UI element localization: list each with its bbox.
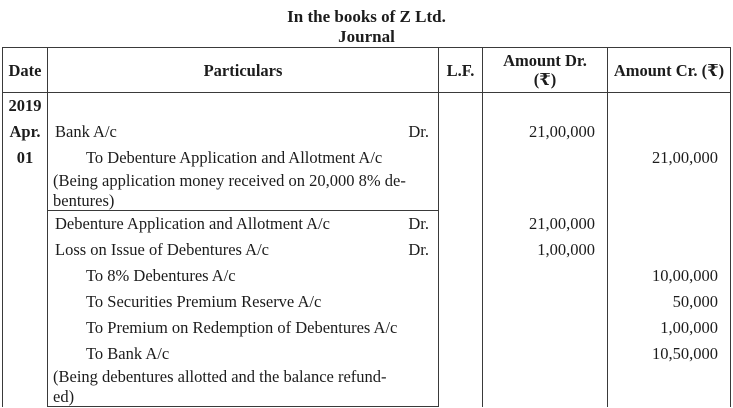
title-block xyxy=(0,0,733,47)
debit-cell: 21,00,000 xyxy=(483,211,608,237)
credit-cell xyxy=(608,93,731,119)
date-cell xyxy=(3,341,48,367)
header-amount-dr-line2: (₹) xyxy=(533,70,557,89)
account-name: To Debenture Application and Allotment A/c xyxy=(86,148,383,167)
debit-cell xyxy=(483,93,608,119)
page-title: In the books of Z Ltd. xyxy=(287,7,446,26)
date-cell xyxy=(3,367,48,407)
dr-label: Dr. xyxy=(408,214,429,233)
lf-cell xyxy=(439,119,483,145)
credit-cell xyxy=(608,211,731,237)
particulars-cell xyxy=(48,263,439,289)
lf-cell xyxy=(439,315,483,341)
credit-cell: 10,50,000 xyxy=(608,341,731,367)
header-amount-dr xyxy=(483,48,608,93)
narration-line: (Being debentures allotted and the balance refund- xyxy=(53,367,387,386)
credit-cell: 10,00,000 xyxy=(608,263,731,289)
credit-cell xyxy=(608,367,731,407)
lf-cell xyxy=(439,289,483,315)
journal-row xyxy=(3,289,731,315)
date-cell: 2019 xyxy=(3,93,48,119)
dr-label: Dr. xyxy=(408,122,429,141)
journal-row xyxy=(3,341,731,367)
debit-cell xyxy=(483,171,608,211)
credit-cell xyxy=(608,237,731,263)
date-cell xyxy=(3,315,48,341)
particulars-cell xyxy=(48,211,439,237)
journal-row xyxy=(3,211,731,237)
particulars-cell xyxy=(48,341,439,367)
credit-cell xyxy=(608,171,731,211)
lf-cell xyxy=(439,145,483,171)
header-amount-dr-line1: Amount Dr. xyxy=(503,51,587,70)
debit-cell: 21,00,000 xyxy=(483,119,608,145)
particulars-cell xyxy=(48,93,439,119)
account-name: To Securities Premium Reserve A/c xyxy=(86,292,322,311)
journal-table xyxy=(2,47,731,407)
debit-cell: 1,00,000 xyxy=(483,237,608,263)
journal-row xyxy=(3,315,731,341)
journal-row xyxy=(3,263,731,289)
header-amount-cr: Amount Cr. (₹) xyxy=(608,48,731,93)
dr-label: Dr. xyxy=(408,240,429,259)
lf-cell xyxy=(439,211,483,237)
account-name: Loss on Issue of Debentures A/c xyxy=(55,240,270,259)
particulars-cell xyxy=(48,237,439,263)
debit-cell xyxy=(483,315,608,341)
narration-line: bentures) xyxy=(53,191,115,210)
narration-cell xyxy=(48,171,439,211)
account-name: To Bank A/c xyxy=(86,344,170,363)
lf-cell xyxy=(439,171,483,211)
narration-line: (Being application money received on 20,000 8% de- xyxy=(53,171,406,190)
account-name: Debenture Application and Allotment A/c xyxy=(55,214,330,233)
date-cell: Apr. xyxy=(3,119,48,145)
journal-row xyxy=(3,93,731,119)
particulars-cell xyxy=(48,315,439,341)
particulars-cell xyxy=(48,119,439,145)
debit-cell xyxy=(483,367,608,407)
date-cell xyxy=(3,263,48,289)
header-lf: L.F. xyxy=(439,48,483,93)
particulars-cell xyxy=(48,145,439,171)
narration-row xyxy=(3,171,731,211)
header-particulars: Particulars xyxy=(48,48,439,93)
credit-cell: 50,000 xyxy=(608,289,731,315)
journal-row xyxy=(3,145,731,171)
journal-row xyxy=(3,119,731,145)
account-name: Bank A/c xyxy=(55,122,117,141)
debit-cell xyxy=(483,145,608,171)
debit-cell xyxy=(483,341,608,367)
narration-line: ed) xyxy=(53,387,75,406)
lf-cell xyxy=(439,341,483,367)
date-cell xyxy=(3,237,48,263)
lf-cell xyxy=(439,237,483,263)
date-cell: 01 xyxy=(3,145,48,171)
date-cell xyxy=(3,211,48,237)
narration-row xyxy=(3,367,731,407)
lf-cell xyxy=(439,263,483,289)
credit-cell: 1,00,000 xyxy=(608,315,731,341)
table-header-row xyxy=(3,48,731,93)
account-name: To Premium on Redemption of Debentures A/c xyxy=(86,318,398,337)
date-cell xyxy=(3,289,48,315)
debit-cell xyxy=(483,263,608,289)
credit-cell xyxy=(608,119,731,145)
credit-cell: 21,00,000 xyxy=(608,145,731,171)
page-subtitle: Journal xyxy=(338,27,395,46)
account-name: To 8% Debentures A/c xyxy=(86,266,236,285)
narration-cell xyxy=(48,367,439,407)
lf-cell xyxy=(439,93,483,119)
lf-cell xyxy=(439,367,483,407)
particulars-cell xyxy=(48,289,439,315)
date-cell xyxy=(3,171,48,211)
header-date: Date xyxy=(3,48,48,93)
journal-row xyxy=(3,237,731,263)
debit-cell xyxy=(483,289,608,315)
